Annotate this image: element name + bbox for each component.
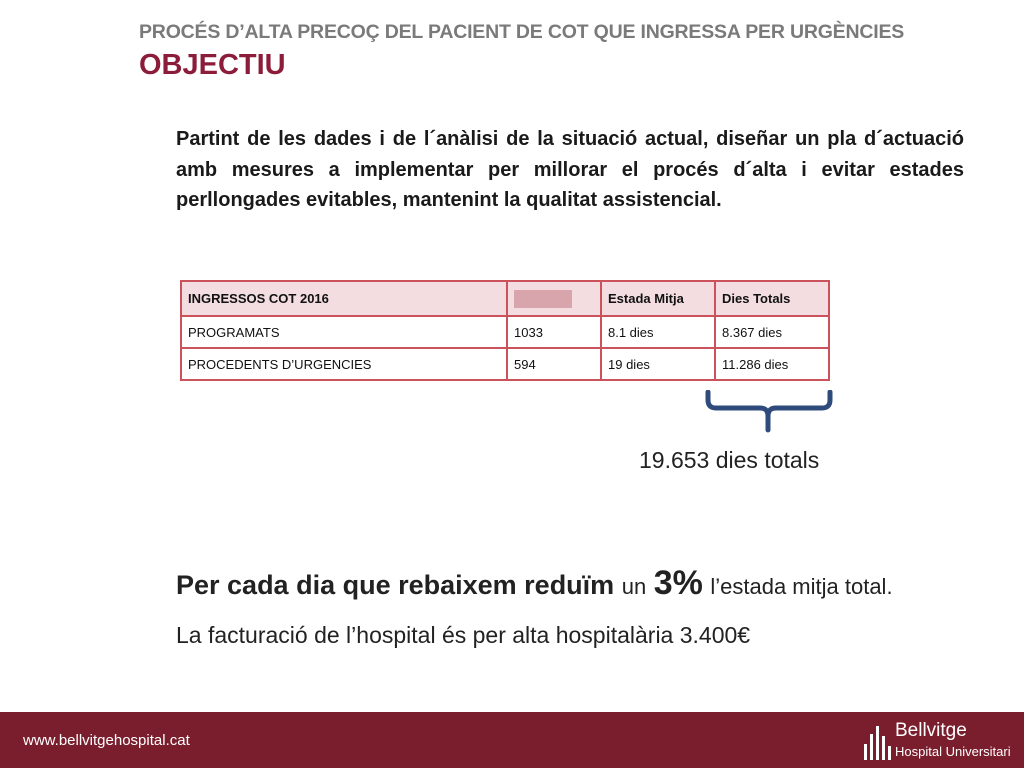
- table-cell: PROGRAMATS: [181, 316, 507, 348]
- hospital-logo: [862, 720, 1022, 764]
- statement: [176, 564, 893, 603]
- statement-percent: 3%: [653, 564, 703, 602]
- table-cell: PROCEDENTS D’URGENCIES: [181, 348, 507, 380]
- section-title: OBJECTIU: [139, 49, 286, 81]
- logo-subtitle: Hospital Universitari: [895, 744, 1011, 759]
- table-cell: 8.1 dies: [601, 316, 715, 348]
- billing-text: La facturació de l’hospital és per alta hospitalària 3.400€: [176, 622, 751, 648]
- admissions-table: [180, 280, 830, 381]
- bellvitge-logo-icon: [862, 722, 892, 762]
- table-cell: 1033: [507, 316, 601, 348]
- statement-part1: Per cada dia que rebaixem reduïm: [176, 570, 615, 600]
- table-cell: 8.367 dies: [715, 316, 829, 348]
- table-row: [181, 316, 829, 348]
- table-cell: 594: [507, 348, 601, 380]
- table-cell: 11.286 dies: [715, 348, 829, 380]
- table-header-cell-redacted: [507, 281, 601, 316]
- table-header-cell: Estada Mitja: [601, 281, 715, 316]
- redacted-block: [514, 290, 572, 308]
- header-title: PROCÉS D’ALTA PRECOÇ DEL PACIENT DE COT QUE INGRESSA PER URGÈNCIES: [139, 21, 905, 43]
- footer-bar: [0, 712, 1024, 768]
- statement-part2: un: [621, 574, 647, 599]
- curly-brace-icon: [700, 390, 840, 434]
- table-cell: 19 dies: [601, 348, 715, 380]
- footer-url[interactable]: www.bellvitgehospital.cat: [23, 732, 190, 749]
- table-header-row: [181, 281, 829, 316]
- table-header-cell: Dies Totals: [715, 281, 829, 316]
- table-row: [181, 348, 829, 380]
- statement-part4: l’estada mitja total.: [710, 574, 893, 599]
- objective-text: Partint de les dades i de l´anàlisi de la situació actual, diseñar un pla d´actuació amb mesures a implementar per millorar el procés d´alta i evitar estades perllongades evitables, mantenint la qualitat assistencial.: [176, 128, 964, 211]
- total-days-label: 19.653 dies totals: [639, 447, 820, 473]
- logo-name: Bellvitge: [895, 720, 967, 741]
- table-header-cell: INGRESSOS COT 2016: [181, 281, 507, 316]
